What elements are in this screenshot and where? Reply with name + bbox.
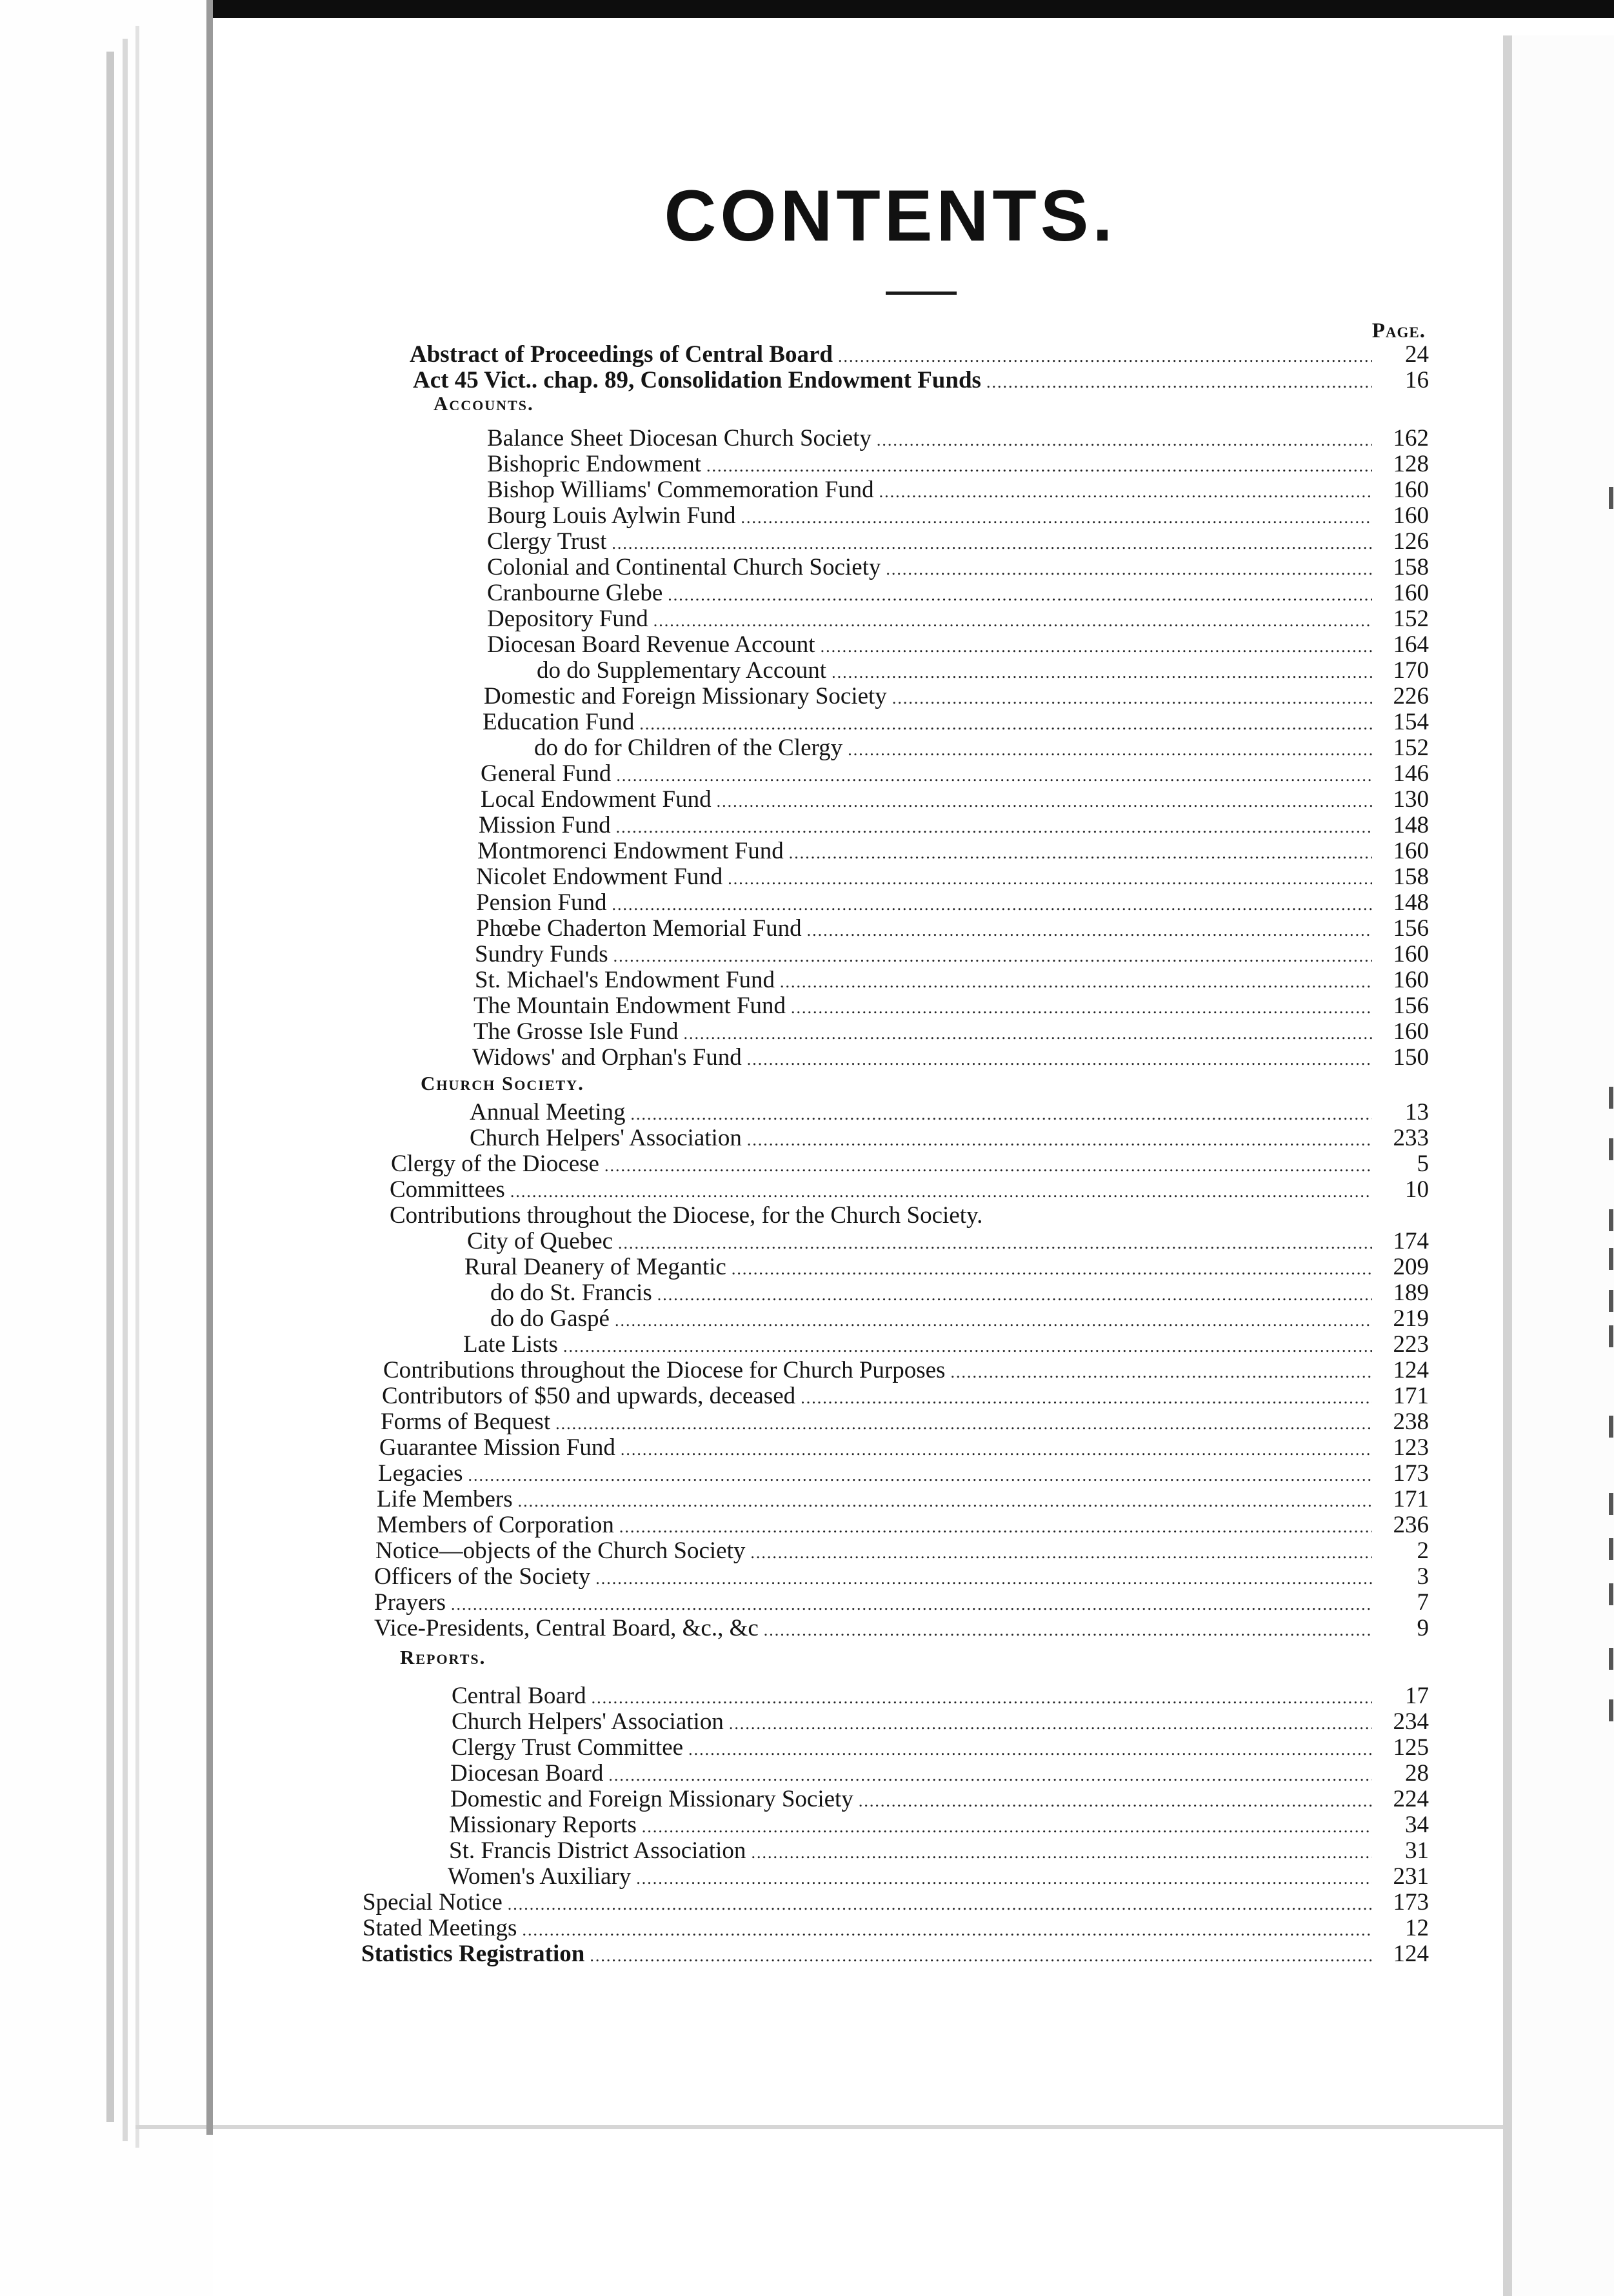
toc-entry-label: Prayers	[374, 1589, 446, 1616]
toc-entry	[475, 942, 1429, 969]
toc-entry	[487, 529, 1429, 557]
dot-leader	[636, 1866, 1372, 1892]
toc-entry-page-number: 209	[1393, 1254, 1429, 1280]
dot-leader	[801, 1385, 1372, 1411]
toc-entry-label: Bishopric Endowment	[487, 451, 701, 477]
toc-entry-page-number: 162	[1393, 425, 1429, 451]
toc-section-heading: Accounts.	[433, 392, 534, 415]
toc-entry-page-number: 5	[1417, 1151, 1429, 1177]
toc-entry-label: Forms of Bequest	[381, 1409, 551, 1435]
toc-entry	[473, 993, 1429, 1021]
toc-entry-page-number: 17	[1405, 1683, 1429, 1709]
toc-entry-label: The Mountain Endowment Fund	[473, 993, 786, 1019]
dot-leader	[838, 344, 1372, 370]
dot-leader	[518, 1489, 1372, 1514]
toc-entry-page-number: 125	[1393, 1734, 1429, 1761]
toc-entry-label: Cranbourne Glebe	[487, 580, 663, 606]
dot-leader	[668, 582, 1372, 608]
toc-entry-label: Domestic and Foreign Missionary Society	[450, 1786, 853, 1812]
toc-entry	[464, 1254, 1429, 1282]
dot-leader	[595, 1566, 1372, 1592]
toc-entry-page-number: 174	[1393, 1228, 1429, 1254]
toc-entry	[450, 1786, 1429, 1814]
toc-entry-label: Committees	[390, 1176, 505, 1203]
dot-leader	[750, 1540, 1372, 1566]
toc-entry-label: Balance Sheet Diocesan Church Society	[487, 425, 872, 451]
toc-entry-label: Contributions throughout the Diocese for Church Purposes	[383, 1357, 946, 1383]
toc-entry-page-number: 146	[1393, 760, 1429, 787]
toc-entry	[475, 967, 1429, 995]
toc-entry-page-number: 130	[1393, 786, 1429, 813]
dot-leader	[653, 608, 1372, 634]
dot-leader	[616, 815, 1372, 840]
dot-leader	[508, 1892, 1372, 1917]
toc-entry	[363, 1890, 1429, 1917]
toc-entry-page-number: 3	[1417, 1563, 1429, 1590]
toc-entry-page-number: 34	[1405, 1812, 1429, 1838]
toc-entry-label: Clergy Trust	[487, 528, 607, 555]
adjacent-page-text-fragment	[1609, 487, 1613, 509]
adjacent-page-text-fragment	[1609, 1699, 1613, 1721]
toc-entry	[487, 451, 1429, 479]
toc-entry	[363, 1915, 1429, 1943]
dot-leader	[688, 1737, 1372, 1763]
toc-entry-page-number: 160	[1393, 967, 1429, 993]
toc-entry-label: Life Members	[377, 1486, 513, 1512]
toc-entry-label: Clergy of the Diocese	[391, 1151, 599, 1177]
adjacent-page-text-fragment	[1609, 1648, 1613, 1670]
toc-entry	[463, 1332, 1429, 1360]
toc-entry-label: Pension Fund	[476, 889, 607, 916]
dot-leader	[684, 1021, 1372, 1047]
toc-entry-page-number: 160	[1393, 941, 1429, 967]
toc-entry	[375, 1538, 1429, 1566]
toc-entry-page-number: 31	[1405, 1837, 1429, 1864]
toc-entry-label: Vice-Presidents, Central Board, &c., &c	[374, 1615, 759, 1641]
toc-entry	[452, 1709, 1429, 1737]
toc-entry	[476, 864, 1429, 892]
toc-entry-label: Diocesan Board Revenue Account	[487, 631, 815, 658]
dot-leader	[639, 711, 1372, 737]
dot-leader	[555, 1411, 1372, 1437]
dot-leader	[751, 1840, 1372, 1866]
dot-leader	[728, 866, 1372, 892]
dot-leader	[732, 1256, 1372, 1282]
dot-leader	[615, 1308, 1372, 1334]
toc-entry-label: St. Michael's Endowment Fund	[475, 967, 775, 993]
adjacent-page-text-fragment	[1609, 1325, 1613, 1347]
toc-entry-page-number: 13	[1405, 1099, 1429, 1125]
scan-top-border	[213, 0, 1614, 18]
dot-leader	[592, 1685, 1372, 1711]
toc-entry-label: Statistics Registration	[361, 1941, 585, 1967]
dot-leader	[859, 1788, 1372, 1814]
toc-entry-page-number: 234	[1393, 1708, 1429, 1735]
toc-entry	[473, 1019, 1429, 1047]
toc-entry	[470, 1100, 1429, 1127]
toc-entry	[390, 1203, 1429, 1231]
toc-entry	[490, 1306, 1429, 1334]
title-rule	[886, 292, 957, 295]
toc-entry-page-number: 126	[1393, 528, 1429, 555]
dot-leader	[741, 505, 1372, 531]
toc-entry-label: Phœbe Chaderton Memorial Fund	[476, 915, 802, 942]
dot-leader	[879, 479, 1372, 505]
toc-entry	[534, 735, 1429, 763]
adjacent-page-edge	[1503, 35, 1614, 2296]
toc-entry	[487, 580, 1429, 608]
toc-entry-page-number: 2	[1417, 1538, 1429, 1564]
toc-entry-page-number: 156	[1393, 993, 1429, 1019]
toc-entry	[476, 916, 1429, 944]
toc-entry-label: do do for Children of the Clergy	[534, 735, 843, 761]
toc-entry	[374, 1616, 1429, 1643]
toc-entry	[483, 709, 1429, 737]
dot-leader	[642, 1814, 1372, 1840]
toc-entry	[449, 1812, 1429, 1840]
toc-entry	[472, 1045, 1429, 1073]
page-title: CONTENTS.	[664, 175, 1117, 256]
toc-entry-page-number: 9	[1417, 1615, 1429, 1641]
toc-entry-page-number: 236	[1393, 1512, 1429, 1538]
toc-entry-label: Clergy Trust Committee	[452, 1734, 684, 1761]
toc-entry-label: St. Francis District Association	[449, 1837, 746, 1864]
toc-entry-label: Widows' and Orphan's Fund	[472, 1044, 742, 1071]
dot-leader	[821, 634, 1372, 660]
dot-leader	[522, 1917, 1372, 1943]
toc-entry	[487, 503, 1429, 531]
toc-entry	[378, 1461, 1429, 1489]
toc-entry-label: Contributors of $50 and upwards, deceased	[382, 1383, 796, 1409]
toc-entry	[377, 1512, 1429, 1540]
toc-entry-label: Legacies	[378, 1460, 463, 1487]
toc-entry-label: Central Board	[452, 1683, 586, 1709]
toc-entry-label: Church Helpers' Association	[470, 1125, 742, 1151]
toc-entry	[450, 1761, 1429, 1788]
toc-entry-label: Depository Fund	[487, 606, 648, 632]
toc-entry-page-number: 158	[1393, 554, 1429, 580]
toc-entry-page-number: 154	[1393, 709, 1429, 735]
dot-leader	[886, 557, 1372, 582]
toc-entry-label: Officers of the Society	[374, 1563, 591, 1590]
adjacent-page-text-fragment	[1609, 1493, 1613, 1515]
toc-entry-page-number: 28	[1405, 1760, 1429, 1786]
adjacent-page-text-fragment	[1609, 1583, 1613, 1605]
toc-entry-page-number: 128	[1393, 451, 1429, 477]
dot-leader	[590, 1943, 1372, 1969]
toc-entry-page-number: 148	[1393, 889, 1429, 916]
toc-entry-page-number: 173	[1393, 1889, 1429, 1915]
dot-leader	[950, 1360, 1372, 1385]
toc-entry	[481, 787, 1429, 815]
toc-entry-label: Stated Meetings	[363, 1915, 517, 1941]
toc-entry-page-number: 171	[1393, 1486, 1429, 1512]
toc-entry-label: Women's Auxiliary	[448, 1863, 632, 1890]
dot-leader	[612, 892, 1372, 918]
toc-entry-label: Education Fund	[483, 709, 635, 735]
toc-entry-page-number: 124	[1393, 1941, 1429, 1967]
toc-entry-page-number: 10	[1405, 1176, 1429, 1203]
toc-entry-label: Contributions throughout the Diocese, for the Church Society.	[390, 1202, 983, 1229]
toc-entry-page-number: 231	[1393, 1863, 1429, 1890]
toc-entry-page-number: 152	[1393, 606, 1429, 632]
toc-entry	[487, 426, 1429, 453]
dot-leader	[807, 918, 1372, 944]
dot-leader	[747, 1127, 1372, 1153]
dot-leader	[604, 1153, 1372, 1179]
toc-entry-page-number: 124	[1393, 1357, 1429, 1383]
toc-entry-label: Domestic and Foreign Missionary Society	[484, 683, 887, 709]
dot-leader	[657, 1282, 1372, 1308]
dot-leader	[877, 428, 1372, 453]
toc-entry-page-number: 233	[1393, 1125, 1429, 1151]
toc-entry	[467, 1229, 1429, 1256]
toc-entry	[487, 555, 1429, 582]
adjacent-page-text-fragment	[1609, 1290, 1613, 1312]
dot-leader	[892, 686, 1372, 711]
toc-entry-page-number: 171	[1393, 1383, 1429, 1409]
toc-entry	[449, 1838, 1429, 1866]
toc-entry-page-number: 224	[1393, 1786, 1429, 1812]
toc-entry-label: do do Supplementary Account	[537, 657, 827, 684]
toc-entry-label: Abstract of Proceedings of Central Board	[410, 341, 833, 368]
page-gutter-edge	[206, 0, 213, 2135]
page-edge-shadow	[135, 26, 139, 2148]
toc-entry-label: Late Lists	[463, 1331, 558, 1358]
toc-entry-label: Guarantee Mission Fund	[379, 1434, 615, 1461]
toc-entry-page-number: 156	[1393, 915, 1429, 942]
dot-leader	[791, 995, 1372, 1021]
toc-section-heading: Church Society.	[421, 1072, 584, 1094]
toc-entry	[487, 477, 1429, 505]
toc-entry-page-number: 164	[1393, 631, 1429, 658]
toc-entry	[374, 1590, 1429, 1618]
toc-entry	[490, 1280, 1429, 1308]
toc-entry-label: Notice—objects of the Church Society	[375, 1538, 746, 1564]
adjacent-page-text-fragment	[1609, 1087, 1613, 1109]
adjacent-page-text-fragment	[1609, 1248, 1613, 1270]
toc-entry-label: Annual Meeting	[470, 1099, 626, 1125]
adjacent-page-text-fragment	[1609, 1538, 1613, 1560]
adjacent-page-text-fragment	[1609, 1416, 1613, 1438]
toc-entry-page-number: 152	[1393, 735, 1429, 761]
toc-entry	[413, 368, 1429, 395]
dot-leader	[451, 1592, 1372, 1618]
toc-entry-page-number: 189	[1393, 1280, 1429, 1306]
toc-entry-page-number: 160	[1393, 580, 1429, 606]
toc-entry	[390, 1177, 1429, 1205]
toc-entry-label: Members of Corporation	[377, 1512, 614, 1538]
toc-entry-page-number: 123	[1393, 1434, 1429, 1461]
toc-entry	[479, 813, 1429, 840]
toc-entry-label: Church Helpers' Association	[452, 1708, 724, 1735]
toc-entry-label: Diocesan Board	[450, 1760, 604, 1786]
dot-leader	[616, 763, 1372, 789]
dot-leader	[729, 1711, 1372, 1737]
toc-entry	[452, 1735, 1429, 1763]
dot-leader	[613, 944, 1372, 969]
toc-entry-label: Colonial and Continental Church Society	[487, 554, 881, 580]
page-edge-shadow	[123, 39, 128, 2141]
toc-entry-label: Nicolet Endowment Fund	[476, 864, 723, 890]
toc-entry	[377, 1487, 1429, 1514]
toc-entry-page-number: 16	[1405, 367, 1429, 393]
page-edge-shadow	[106, 52, 114, 2122]
toc-entry	[391, 1151, 1429, 1179]
dot-leader	[468, 1463, 1372, 1489]
toc-entry-page-number: 223	[1393, 1331, 1429, 1358]
page-column-header: Page.	[1371, 319, 1426, 342]
toc-entry-label: Bishop Williams' Commemoration Fund	[487, 477, 874, 503]
toc-entry-label: Bourg Louis Aylwin Fund	[487, 502, 736, 529]
toc-entry-label: Missionary Reports	[449, 1812, 637, 1838]
dot-leader	[630, 1102, 1372, 1127]
toc-entry-label: do do Gaspé	[490, 1305, 610, 1332]
toc-section-heading: Reports.	[400, 1646, 486, 1668]
toc-entry	[484, 684, 1429, 711]
toc-entry	[381, 1409, 1429, 1437]
toc-entry-label: Rural Deanery of Megantic	[464, 1254, 726, 1280]
toc-entry	[383, 1358, 1429, 1385]
toc-entry-page-number: 160	[1393, 502, 1429, 529]
toc-entry-page-number: 219	[1393, 1305, 1429, 1332]
toc-entry-page-number: 148	[1393, 812, 1429, 838]
toc-entry	[477, 838, 1429, 866]
toc-entry-page-number: 170	[1393, 657, 1429, 684]
toc-entry-label: Mission Fund	[479, 812, 611, 838]
dot-leader	[789, 840, 1372, 866]
dot-leader	[717, 789, 1372, 815]
toc-entry	[361, 1941, 1429, 1969]
dot-leader	[764, 1618, 1372, 1643]
dot-leader	[621, 1437, 1372, 1463]
dot-leader	[619, 1514, 1372, 1540]
dot-leader	[832, 660, 1372, 686]
toc-entry	[487, 632, 1429, 660]
toc-entry-page-number: 158	[1393, 864, 1429, 890]
toc-entry-page-number: 173	[1393, 1460, 1429, 1487]
toc-entry	[470, 1125, 1429, 1153]
toc-entry-page-number: 160	[1393, 477, 1429, 503]
toc-entry-label: The Grosse Isle Fund	[473, 1018, 679, 1045]
toc-entry-label: do do St. Francis	[490, 1280, 652, 1306]
dot-leader	[706, 453, 1372, 479]
toc-entry	[379, 1435, 1429, 1463]
toc-entry-page-number: 24	[1405, 341, 1429, 368]
toc-entry	[487, 606, 1429, 634]
toc-entry-page-number: 160	[1393, 838, 1429, 864]
toc-entry-label: Special Notice	[363, 1889, 503, 1915]
page-bottom-edge	[135, 2125, 1522, 2129]
dot-leader	[780, 969, 1372, 995]
toc-entry-page-number: 150	[1393, 1044, 1429, 1071]
dot-leader	[986, 370, 1372, 395]
toc-entry	[537, 658, 1429, 686]
dot-leader	[510, 1179, 1372, 1205]
adjacent-page-text-fragment	[1609, 1138, 1613, 1160]
toc-entry	[476, 890, 1429, 918]
toc-entry-label: General Fund	[481, 760, 612, 787]
toc-entry-page-number: 238	[1393, 1409, 1429, 1435]
toc-entry	[448, 1864, 1429, 1892]
toc-entry-label: Sundry Funds	[475, 941, 608, 967]
toc-entry-label: City of Quebec	[467, 1228, 613, 1254]
toc-entry-page-number: 12	[1405, 1915, 1429, 1941]
toc-entry	[452, 1683, 1429, 1711]
dot-leader	[848, 737, 1372, 763]
toc-entry	[481, 761, 1429, 789]
dot-leader	[618, 1231, 1372, 1256]
dot-leader	[608, 1763, 1372, 1788]
toc-entry	[374, 1564, 1429, 1592]
adjacent-page-text-fragment	[1609, 1209, 1613, 1231]
dot-leader	[563, 1334, 1372, 1360]
toc-entry-page-number: 226	[1393, 683, 1429, 709]
toc-entry-label: Act 45 Vict.. chap. 89, Consolidation Endowment Funds	[413, 367, 981, 393]
toc-entry-label: Montmorenci Endowment Fund	[477, 838, 784, 864]
dot-leader	[747, 1047, 1372, 1073]
toc-entry-page-number: 7	[1417, 1589, 1429, 1616]
dot-leader	[612, 531, 1372, 557]
toc-entry-label: Local Endowment Fund	[481, 786, 712, 813]
toc-entry	[410, 342, 1429, 370]
toc-entry-page-number: 160	[1393, 1018, 1429, 1045]
toc-entry	[382, 1383, 1429, 1411]
